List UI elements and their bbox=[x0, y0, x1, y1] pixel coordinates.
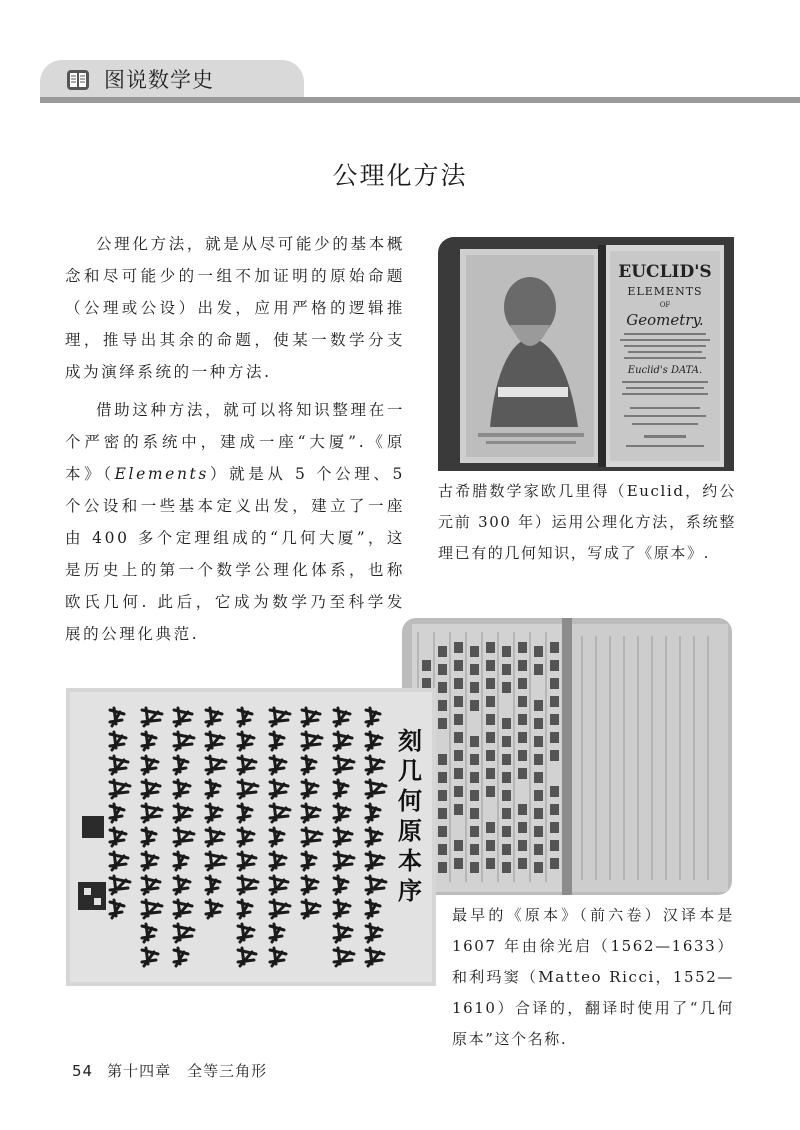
euclid-elements-book-photo bbox=[438, 237, 734, 471]
cover-geometry-line: Geometry. bbox=[626, 311, 704, 329]
section-title: 图说数学史 bbox=[104, 68, 214, 92]
article-body bbox=[65, 228, 405, 656]
seal-stamp bbox=[82, 816, 104, 838]
seal-stamp bbox=[78, 882, 106, 910]
cover-data-line: Euclid's DATA. bbox=[627, 365, 703, 376]
chinese-translation-manuscript-photo bbox=[402, 618, 732, 895]
paragraph-axiomatic-method: 公理化方法，就是从尽可能少的基本概念和尽可能少的一组不加证明的原始命题（公理或公设）出发，应用严格的逻辑推理，推导出其余的命题，使某一数学分支成为演绎系统的一种方法. bbox=[65, 235, 405, 381]
elements-latin-title: Elements bbox=[114, 465, 209, 483]
chapter-title: 第十四章 全等三角形 bbox=[107, 1062, 268, 1080]
book-icon bbox=[66, 68, 90, 92]
page-number: 54 bbox=[72, 1062, 94, 1080]
cover-title-line: EUCLID'S bbox=[618, 262, 712, 282]
section-header-rule bbox=[40, 97, 800, 103]
paragraph-elements: 借助这种方法，就可以将知识整理在一个严密的系统中，建成一座“大厦”.《原本》（Elements）就是从 5 个公理、5 个公设和一些基本定义出发，建立了一座由 400 多个定理组成的“几何大厦”，这是历史上的第一个数学公理化体系，也称欧氏几何. 此后，它成为数学乃至科学发展的公理化典范. bbox=[65, 401, 405, 643]
cover-subtitle-line: ELEMENTS bbox=[627, 285, 703, 298]
page-title: 公理化方法 bbox=[332, 161, 468, 190]
manuscript-caption: 最早的《原本》（前六卷）汉译本是 1607 年由徐光启（1562—1633）和利玛窦（Matteo Ricci，1552—1610）合译的，翻译时使用了“几何原本”这个名称. bbox=[452, 906, 734, 1048]
calligraphy-title: 刻几何原本序 bbox=[393, 728, 423, 908]
page-footer bbox=[72, 1060, 267, 1081]
calligraphy-preface-photo bbox=[66, 688, 436, 986]
book-caption: 古希腊数学家欧几里得（Euclid，约公元前 300 年）运用公理化方法，系统整理已有的几何知识，写成了《原本》. bbox=[438, 482, 736, 562]
cover-of-line: OF bbox=[659, 301, 671, 309]
